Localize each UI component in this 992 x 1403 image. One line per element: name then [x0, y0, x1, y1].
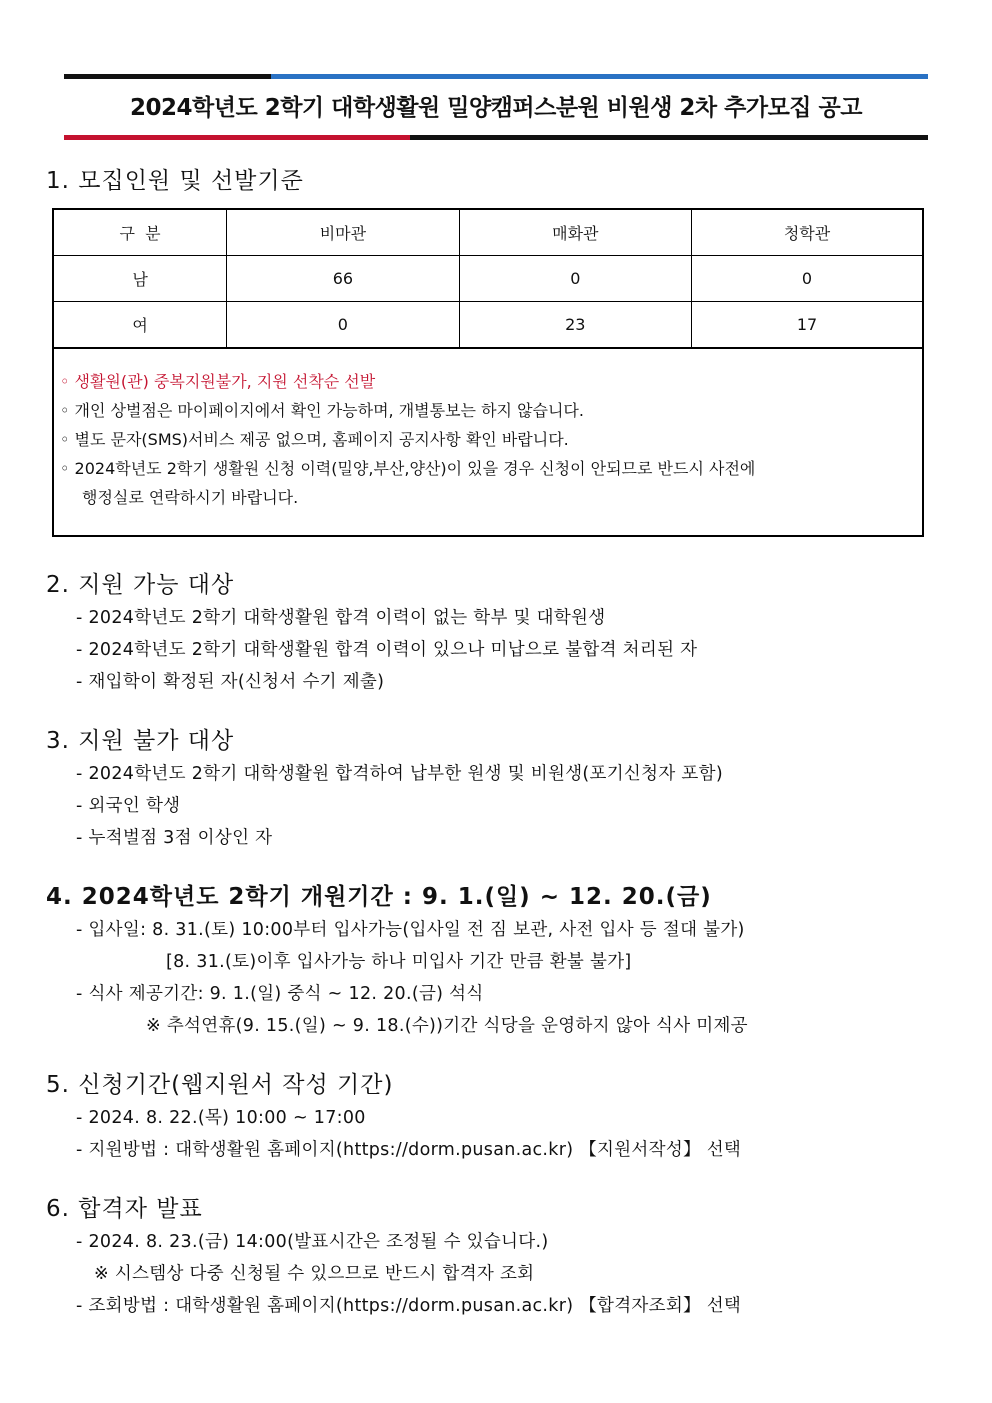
note-item-continued: 행정실로 연락하시기 바랍니다. [82, 488, 299, 507]
title-top-bar [64, 74, 928, 79]
list-item: - 2024학년도 2학기 대학생활원 합격하여 납부한 원생 및 비원생(포기신청자 포함) [76, 764, 723, 784]
recruitment-table [52, 208, 924, 349]
section6-heading: 6. 합격자 발표 [46, 1196, 203, 1222]
title-banner [64, 74, 928, 140]
section3-heading: 3. 지원 불가 대상 [46, 728, 235, 754]
note-item: ◦ 2024학년도 2학기 생활원 신청 이력(밀양,부산,양산)이 있을 경우 신청이 안되므로 반드시 사전에 [60, 459, 756, 478]
list-item: - 누적벌점 3점 이상인 자 [76, 828, 273, 848]
table-header-cell: 매화관 [459, 209, 691, 256]
list-item: - 입사일: 8. 31.(토) 10:00부터 입사가능(입사일 전 짐 보관, 사전 입사 등 절대 불가) [76, 920, 745, 940]
table-header-cell: 구 분 [53, 209, 227, 256]
section4-heading: 4. 2024학년도 2학기 개원기간 : 9. 1.(일) ~ 12. 20.(금) [46, 884, 712, 910]
section5-heading: 5. 신청기간(웹지원서 작성 기간) [46, 1072, 394, 1098]
table-cell: 0 [227, 302, 459, 349]
table-header-cell: 비마관 [227, 209, 459, 256]
table-row [53, 256, 923, 302]
table-cell: 23 [459, 302, 691, 349]
list-item: - 2024학년도 2학기 대학생활원 합격 이력이 없는 학부 및 대학원생 [76, 608, 606, 628]
section1-heading: 1. 모집인원 및 선발기준 [46, 168, 304, 194]
list-item: - 2024학년도 2학기 대학생활원 합격 이력이 있으나 미납으로 불합격 처리된 자 [76, 640, 698, 660]
table-cell: 0 [459, 256, 691, 302]
table-cell: 66 [227, 256, 459, 302]
list-item: - 조회방법 : 대학생활원 홈페이지(https://dorm.pusan.ac.kr) 【합격자조회】 선택 [76, 1296, 742, 1316]
table-cell: 여 [53, 302, 227, 349]
table-cell: 0 [692, 256, 923, 302]
page-title: 2024학년도 2학기 대학생활원 밀양캠퍼스분원 비원생 2차 추가모집 공고 [130, 95, 862, 121]
note-item: ◦ 생활원(관) 중복지원불가, 지원 선착순 선발 [60, 372, 376, 391]
table-row [53, 302, 923, 349]
list-item: - 재입학이 확정된 자(신청서 수기 제출) [76, 672, 385, 692]
title-bottom-bar [64, 135, 928, 140]
list-item: - 외국인 학생 [76, 796, 181, 816]
note-item: ◦ 별도 문자(SMS)서비스 제공 없으며, 홈페이지 공지사항 확인 바랍니다. [60, 430, 569, 449]
list-item: - 지원방법 : 대학생활원 홈페이지(https://dorm.pusan.ac.kr) 【지원서작성】 선택 [76, 1140, 742, 1160]
list-item: - 2024. 8. 23.(금) 14:00(발표시간은 조정될 수 있습니다.) [76, 1232, 549, 1252]
table-header-row [53, 209, 923, 256]
list-item: ※ 시스템상 다중 신청될 수 있으므로 반드시 합격자 조회 [94, 1264, 535, 1284]
table-cell: 남 [53, 256, 227, 302]
table-cell: 17 [692, 302, 923, 349]
note-item: ◦ 개인 상벌점은 마이페이지에서 확인 가능하며, 개별통보는 하지 않습니다. [60, 401, 584, 420]
list-item: - 식사 제공기간: 9. 1.(일) 중식 ~ 12. 20.(금) 석식 [76, 984, 484, 1004]
table-header-cell: 청학관 [692, 209, 923, 256]
notes-box [52, 347, 924, 537]
list-item: ※ 추석연휴(9. 15.(일) ~ 9. 18.(수))기간 식당을 운영하지 않아 식사 미제공 [146, 1016, 748, 1036]
list-item: - 2024. 8. 22.(목) 10:00 ~ 17:00 [76, 1108, 366, 1128]
section2-heading: 2. 지원 가능 대상 [46, 572, 235, 598]
list-item: [8. 31.(토)이후 입사가능 하나 미입사 기간 만큼 환불 불가] [166, 952, 632, 972]
